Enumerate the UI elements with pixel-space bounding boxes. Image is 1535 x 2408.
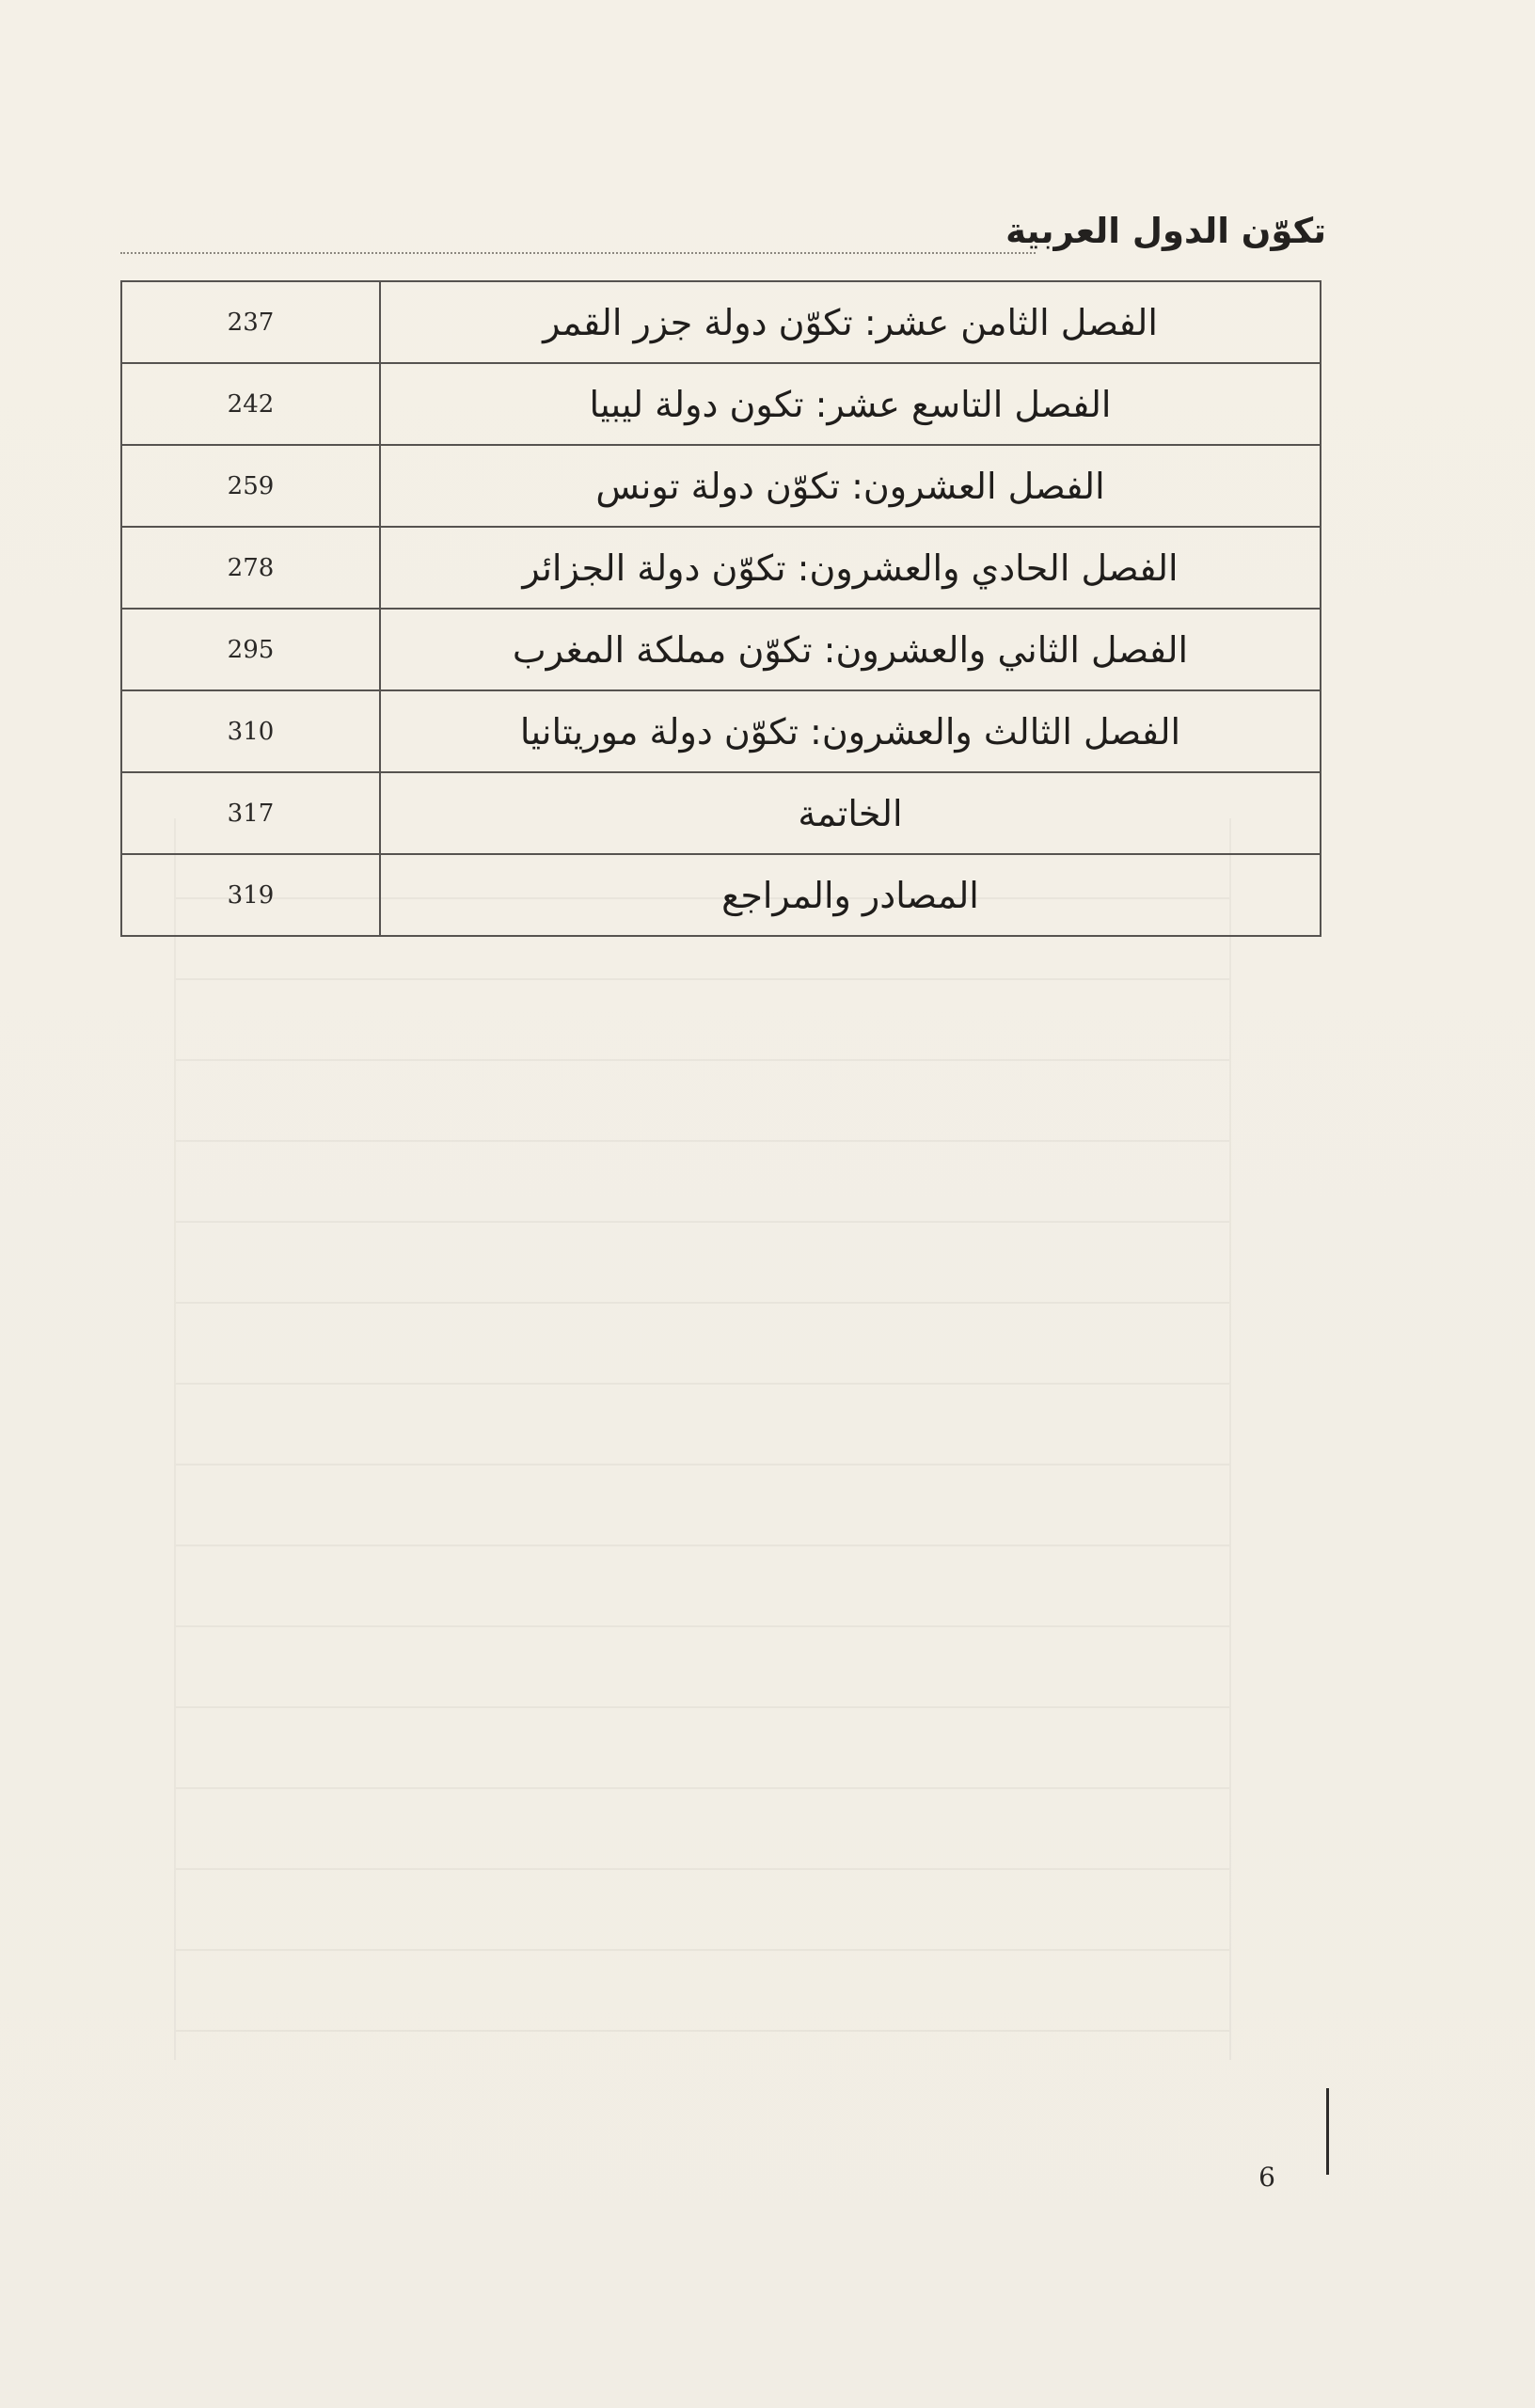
chapter-title-cell: الفصل الحادي والعشرون: تكوّن دولة الجزائر [380,527,1321,609]
table-row [121,281,1321,363]
running-header [120,209,1326,265]
page-number: 6 [1258,2162,1275,2193]
table-row [121,445,1321,527]
table-row [121,609,1321,690]
page-margin-line [1326,2088,1329,2175]
bleed-through-shadow [174,818,1231,2060]
running-header-title: تكوّن الدول العربية [1005,211,1326,251]
page-number-cell: 295 [121,609,380,690]
page-number-cell: 242 [121,363,380,445]
table-row [121,854,1321,936]
header-dotted-rule [120,252,1036,254]
chapter-title-cell: الخاتمة [380,772,1321,854]
table-row [121,363,1321,445]
page-number-cell: 310 [121,690,380,772]
table-row [121,772,1321,854]
chapter-title-cell: الفصل التاسع عشر: تكون دولة ليبيا [380,363,1321,445]
page-number-cell: 278 [121,527,380,609]
table-row [121,690,1321,772]
page-number-cell: 317 [121,772,380,854]
chapter-title-cell: الفصل الثامن عشر: تكوّن دولة جزر القمر [380,281,1321,363]
table-row [121,527,1321,609]
page-number-cell: 259 [121,445,380,527]
page-number-cell: 237 [121,281,380,363]
chapter-title-cell: المصادر والمراجع [380,854,1321,936]
page-number-cell: 319 [121,854,380,936]
table-of-contents [120,280,1321,937]
chapter-title-cell: الفصل الثاني والعشرون: تكوّن مملكة المغرب [380,609,1321,690]
chapter-title-cell: الفصل الثالث والعشرون: تكوّن دولة موريتانيا [380,690,1321,772]
chapter-title-cell: الفصل العشرون: تكوّن دولة تونس [380,445,1321,527]
